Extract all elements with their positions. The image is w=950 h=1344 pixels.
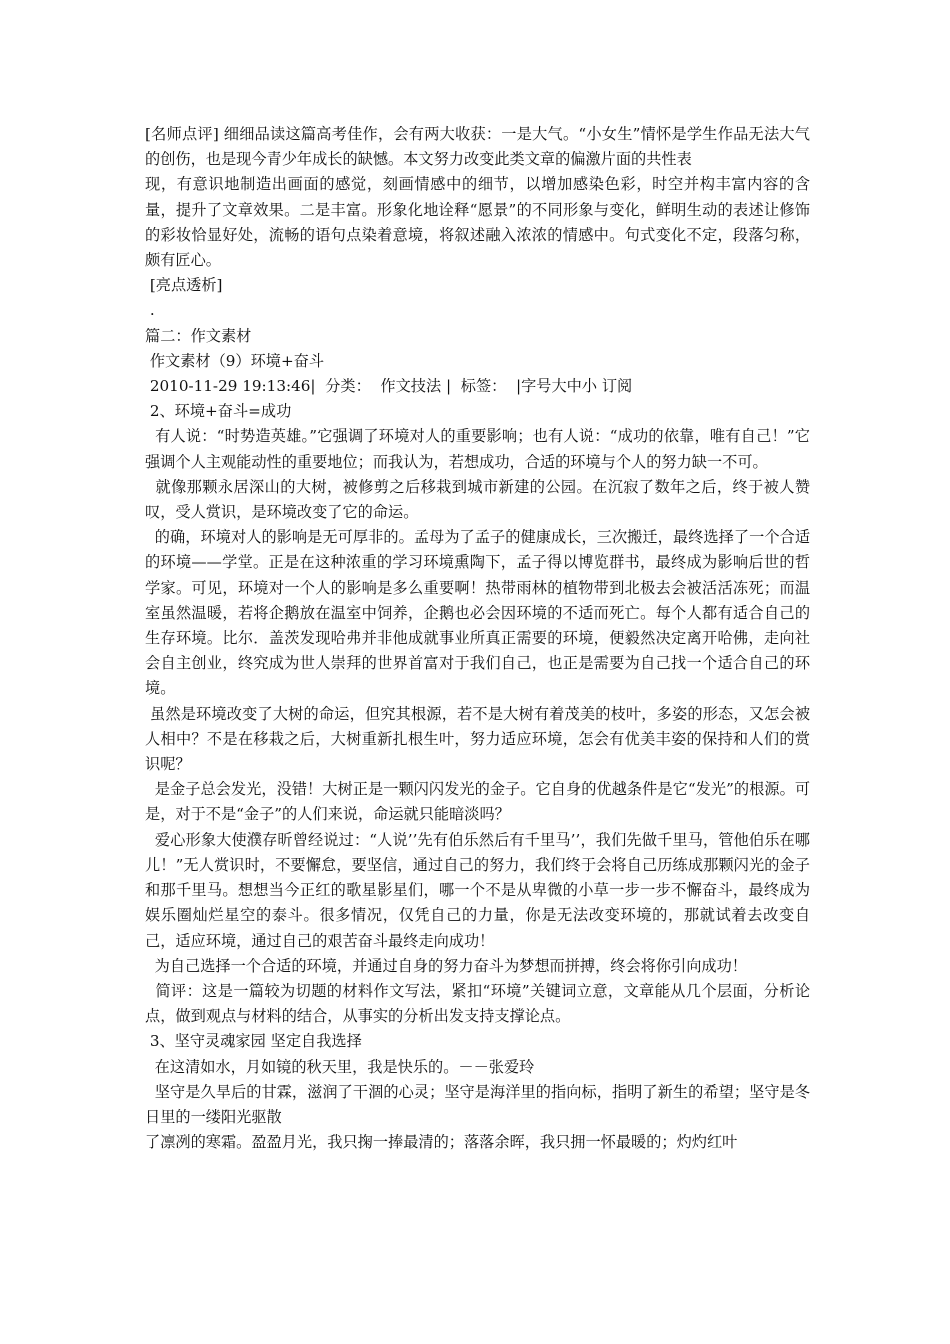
section-heading: 篇二：作文素材 xyxy=(145,326,252,345)
paragraph-review-part2: 现，有意识地制造出画面的感觉，刻画情感中的细节，以增加感染色彩，时空并构丰富内容的含量，提升了文章效果。二是丰富。形象化地诠释“愿景”的不同形象与变化，鲜明生动的表述让修饰的彩妆恰显好处，流畅的语句点染着意境，将叙述融入浓浓的情感中。句式变化不定，段落匀称，颇有匠心。 xyxy=(145,175,810,270)
subsection-heading-2: 2、环境+奋斗=成功 xyxy=(145,402,292,421)
paragraph-body: 的确，环境对人的影响是无可厚非的。孟母为了孟子的健康成长，三次搬迁，最终选择了一个合适的环境——学堂。正是在这种浓重的学习环境熏陶下，孟子得以博览群书，最终成为影响后世的哲学家。可见，环境对一个人的影响是多么重要啊！热带雨林的植物带到北极去会被活活冻死；而温室虽然温暖，若将企鹅放在温室中饲养，企鹅也必会因环境的不适而死亡。每个人都有适合自己的生存环境。比尔．盖茨发现哈弗并非他成就事业所真正需要的环境，便毅然决定离开哈佛，走向社会自主创业，终究成为世人崇拜的世界首富对于我们自己，也正是需要为自己找一个适合自己的环境。 xyxy=(145,528,811,698)
paragraph-body: 是金子总会发光，没错！大树正是一颗闪闪发光的金子。它自身的优越条件是它“发光”的根源。可是，对于不是“金子”的人们来说，命运就只能暗淡吗？ xyxy=(145,780,811,824)
article-title: 作文素材（9）环境+奋斗 xyxy=(145,351,325,370)
paragraph-body: 为自己选择一个合适的环境，并通过自身的努力奋斗为梦想而拼搏，终会将你引向成功！ xyxy=(145,956,747,975)
paragraph-body: 爱心形象大使濮存昕曾经说过：“人说’’先有伯乐然后有千里马’’，我们先做千里马，管他伯乐在哪儿！”无人赏识时，不要懈怠，要坚信，通过自己的努力，我们终于会将自己历练成那颗闪光的金子和那千里马。想想当今正红的歌星影星们，哪一个不是从卑微的小草一步一步不懈奋斗，最终成为娱乐圈灿烂星空的泰斗。很多情况，仅凭自己的力量，你是无法改变环境的，那就试着去改变自己，适应环境，通过自己的艰苦奋斗最终走向成功！ xyxy=(145,830,810,950)
paragraph-review-part1: [名师点评] 细细品读这篇高考佳作，会有两大收获：一是大气。“小女生”情怀是学生作品无法大气的创伤，也是现今青少年成长的缺憾。本文努力改变此类文章的偏激片面的共性表 xyxy=(145,125,810,169)
paragraph-body-continued: 了凛冽的寒霜。盈盈月光，我只掬一捧最清的；落落余晖，我只拥一怀最暖的；灼灼红叶 xyxy=(145,1133,738,1152)
article-meta: 2010-11-29 19:13:46| 分类： 作文技法 | 标签： |字号大中小 订阅 xyxy=(145,377,633,396)
document-body xyxy=(145,122,810,1155)
subsection-heading-3: 3、坚守灵魂家园 坚定自我选择 xyxy=(145,1032,362,1051)
paragraph-body: 坚守是久旱后的甘霖，滋润了干涸的心灵；坚守是海洋里的指向标，指明了新生的希望；坚守是冬日里的一缕阳光驱散 xyxy=(145,1082,811,1126)
paragraph-dot: . xyxy=(145,301,155,320)
paragraph-quote: 在这清如水，月如镜的秋天里，我是快乐的。－－张爱玲 xyxy=(145,1057,535,1076)
paragraph-body: 虽然是环境改变了大树的命运，但究其根源，若不是大树有着茂美的枝叶，多姿的形态，又怎会被人相中？不是在移栽之后，大树重新扎根生叶，努力适应环境，怎会有优美丰姿的保持和人们的赏识呢？ xyxy=(145,704,811,774)
paragraph-highlight-heading: [亮点透析] xyxy=(145,276,223,295)
paragraph-body: 有人说：“时势造英雄。”它强调了环境对人的重要影响；也有人说：“成功的依靠，唯有自己！”它强调个人主观能动性的重要地位；而我认为，若想成功，合适的环境与个人的努力缺一不可。 xyxy=(145,427,810,471)
paragraph-commentary: 简评：这是一篇较为切题的材料作文写法，紧扣“环境”关键词立意，文章能从几个层面，分析论点，做到观点与材料的结合，从事实的分析出发支持支撑论点。 xyxy=(145,981,811,1026)
paragraph-body: 就像那颗永居深山的大树，被修剪之后移栽到城市新建的公园。在沉寂了数年之后，终于被人赞叹，受人赏识，是环境改变了它的命运。 xyxy=(145,477,810,522)
